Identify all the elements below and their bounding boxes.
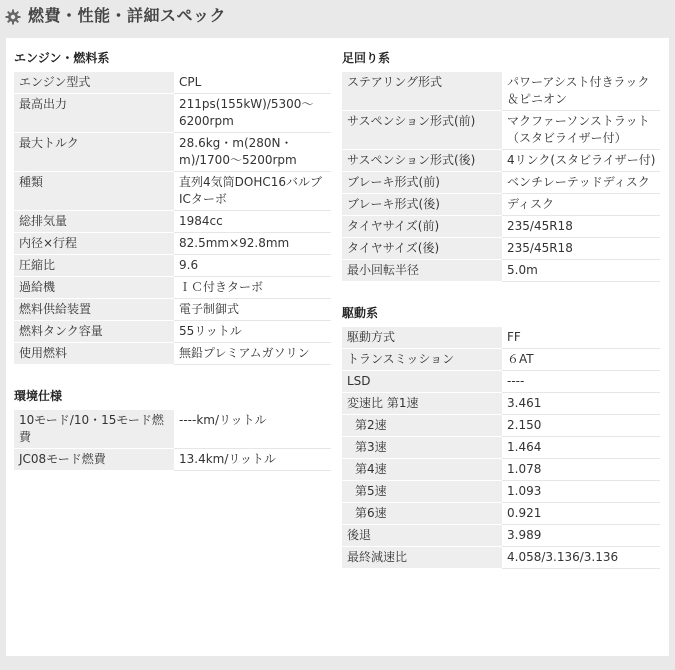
spec-label: 圧縮比 [14, 255, 174, 277]
spec-value: ---- [502, 371, 660, 393]
spec-label: 駆動方式 [342, 327, 502, 349]
spec-value: 55リットル [174, 321, 331, 343]
spec-row [342, 415, 660, 437]
spec-row [342, 172, 660, 194]
environment-spec-table [14, 410, 331, 471]
spec-label: 10モード/10・15モード燃費 [14, 410, 174, 449]
spec-value: 28.6kg・m(280N・m)/1700〜5200rpm [174, 133, 331, 172]
spec-row [14, 410, 331, 449]
spec-label: 最高出力 [14, 94, 174, 133]
spec-row [14, 133, 331, 172]
spec-value: 13.4km/リットル [174, 449, 331, 471]
right-column [342, 38, 660, 569]
spec-label: 総排気量 [14, 211, 174, 233]
spec-row [342, 216, 660, 238]
spec-row [14, 233, 331, 255]
spec-label: 使用燃料 [14, 343, 174, 365]
spec-value: 2.150 [502, 415, 660, 437]
spec-label: ブレーキ形式(前) [342, 172, 502, 194]
spec-value: 無鉛プレミアムガソリン [174, 343, 331, 365]
spec-row [342, 327, 660, 349]
spec-row [14, 72, 331, 94]
spec-label: 最大トルク [14, 133, 174, 172]
spec-value: 1984cc [174, 211, 331, 233]
spec-value: 3.989 [502, 525, 660, 547]
spec-label: JC08モード燃費 [14, 449, 174, 471]
spec-label: 過給機 [14, 277, 174, 299]
spec-label: 第5速 [342, 481, 502, 503]
spec-label: 最小回転半径 [342, 260, 502, 282]
spec-label: LSD [342, 371, 502, 393]
spec-value: 0.921 [502, 503, 660, 525]
spec-label: タイヤサイズ(前) [342, 216, 502, 238]
spec-label: 変速比 第1速 [342, 393, 502, 415]
spec-row [342, 437, 660, 459]
spec-value: マクファーソンストラット（スタビライザー付） [502, 111, 660, 150]
spec-label: 第4速 [342, 459, 502, 481]
drivetrain-spec-table [342, 327, 660, 569]
spec-label: 第2速 [342, 415, 502, 437]
spec-row [14, 449, 331, 471]
spec-label: タイヤサイズ(後) [342, 238, 502, 260]
spec-row [342, 525, 660, 547]
spec-value: 3.461 [502, 393, 660, 415]
spec-label: サスペンション形式(後) [342, 150, 502, 172]
spec-label: エンジン型式 [14, 72, 174, 94]
spec-row [342, 481, 660, 503]
spec-row [342, 260, 660, 282]
spec-value: 235/45R18 [502, 238, 660, 260]
spec-row [342, 371, 660, 393]
spec-value: パワーアシスト付きラック＆ピニオン [502, 72, 660, 111]
spec-label: 燃料供給装置 [14, 299, 174, 321]
spec-value: 5.0m [502, 260, 660, 282]
spec-label: 最終減速比 [342, 547, 502, 569]
page-header [0, 0, 675, 34]
engine-spec-table [14, 72, 331, 365]
spec-value: ディスク [502, 194, 660, 216]
section-title-engine: エンジン・燃料系 [14, 51, 110, 65]
section-title-environment: 環境仕様 [14, 389, 63, 403]
spec-value: 4.058/3.136/3.136 [502, 547, 660, 569]
spec-value: FF [502, 327, 660, 349]
spec-label: ステアリング形式 [342, 72, 502, 111]
spec-label: 第6速 [342, 503, 502, 525]
spec-value: 9.6 [174, 255, 331, 277]
spec-row [342, 503, 660, 525]
spec-row [14, 94, 331, 133]
spec-row [342, 150, 660, 172]
spec-panel [6, 38, 669, 656]
section-title-suspension: 足回り系 [342, 51, 391, 65]
spec-row [14, 211, 331, 233]
spec-value: CPL [174, 72, 331, 94]
suspension-spec-table [342, 72, 660, 282]
spec-value: 1.093 [502, 481, 660, 503]
spec-row [342, 547, 660, 569]
spec-row [342, 72, 660, 111]
spec-value: 1.078 [502, 459, 660, 481]
spec-row [342, 238, 660, 260]
spec-label: 内径×行程 [14, 233, 174, 255]
page-title: 燃費・性能・詳細スペック [28, 6, 227, 25]
spec-row [342, 459, 660, 481]
spec-row [14, 172, 331, 211]
spec-value: ６AT [502, 349, 660, 371]
spec-row [342, 194, 660, 216]
spec-row [14, 277, 331, 299]
spec-value: 直列4気筒DOHC16バルブICターボ [174, 172, 331, 211]
gear-icon [5, 9, 21, 25]
spec-value: ベンチレーテッドディスク [502, 172, 660, 194]
spec-label: トランスミッション [342, 349, 502, 371]
spec-row [342, 393, 660, 415]
spec-value: ----km/リットル [174, 410, 331, 449]
spec-value: 235/45R18 [502, 216, 660, 238]
spec-label: ブレーキ形式(後) [342, 194, 502, 216]
spec-row [342, 349, 660, 371]
spec-row [14, 321, 331, 343]
spec-label: 後退 [342, 525, 502, 547]
spec-value: 82.5mm×92.8mm [174, 233, 331, 255]
spec-row [14, 343, 331, 365]
spec-label: 種類 [14, 172, 174, 211]
spec-row [14, 255, 331, 277]
section-title-drivetrain: 駆動系 [342, 306, 379, 320]
spec-label: 燃料タンク容量 [14, 321, 174, 343]
spec-row [342, 111, 660, 150]
spec-value: 電子制御式 [174, 299, 331, 321]
spec-label: 第3速 [342, 437, 502, 459]
left-column [14, 38, 331, 471]
spec-row [14, 299, 331, 321]
spec-value: 4リンク(スタビライザー付) [502, 150, 660, 172]
spec-value: ＩＣ付きターボ [174, 277, 331, 299]
spec-value: 211ps(155kW)/5300〜6200rpm [174, 94, 331, 133]
spec-label: サスペンション形式(前) [342, 111, 502, 150]
spec-value: 1.464 [502, 437, 660, 459]
